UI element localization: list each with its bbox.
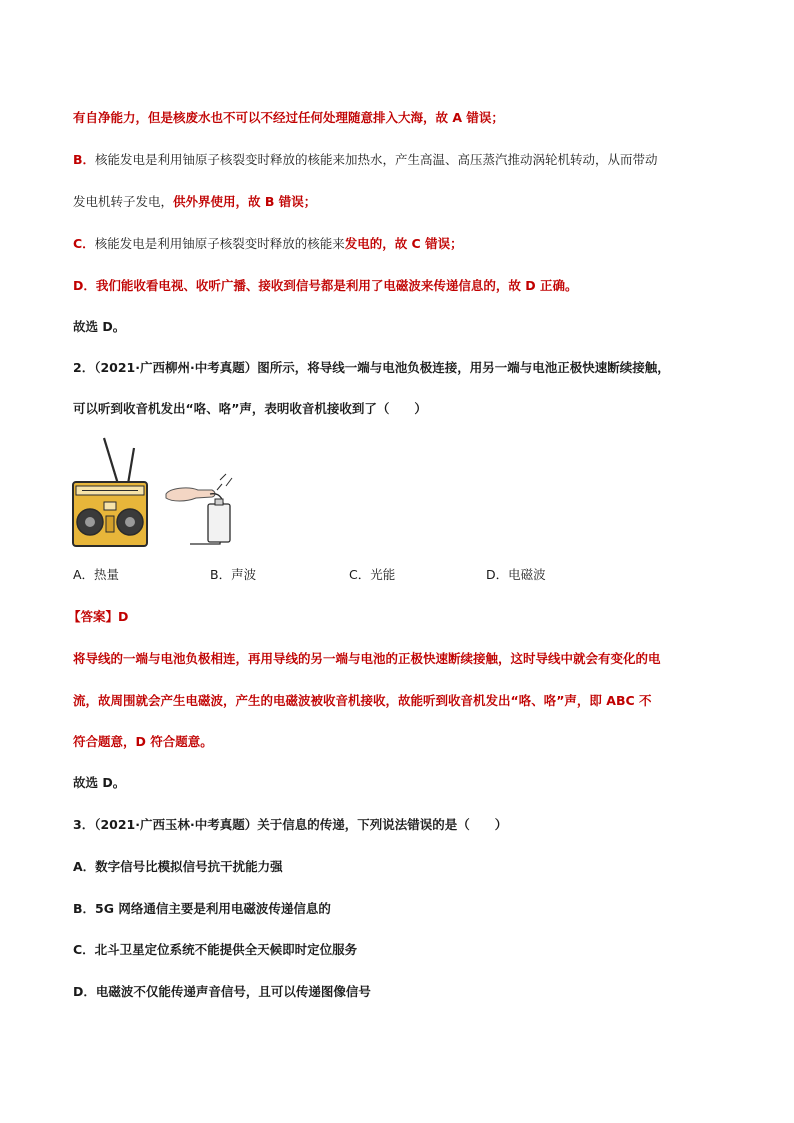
antenna-right xyxy=(128,448,134,484)
hand-icon xyxy=(166,488,215,501)
q2-option-b: B．声波 xyxy=(210,567,257,582)
prev-option-c xyxy=(73,235,734,253)
q2-explanation-line-3: 符合题意，D 符合题意。 xyxy=(73,734,213,749)
prev-option-b-line-2 xyxy=(73,193,734,211)
option-b-text-cont: 发电机转子发电， xyxy=(73,194,174,209)
radio-speaker-right-cone xyxy=(125,517,135,527)
radio-control xyxy=(106,516,114,532)
prev-option-d: D．我们能收看电视、收听广播、接收到信号都是利用了电磁波来传递信息的，故 D 正确。 xyxy=(73,278,578,293)
q3-option-a: A．数字信号比模拟信号抗干扰能力强 xyxy=(73,859,283,874)
radio-cassette xyxy=(104,502,116,510)
battery-icon xyxy=(208,504,230,542)
q2-explanation-line-1: 将导线的一端与电池负极相连，再用导线的另一端与电池的正极快速断续接触，这时导线中就会有变化的电 xyxy=(73,651,661,666)
radio-battery-illustration xyxy=(70,434,250,550)
battery-terminal xyxy=(215,499,223,505)
prev-conclusion: 故选 D。 xyxy=(73,319,126,334)
q3-stem: 3．（2021·广西玉林·中考真题）关于信息的传递，下列说法错误的是（ ） xyxy=(73,817,508,832)
option-b-text: 核能发电是利用铀原子核裂变时释放的核能来加热水，产生高温、高压蒸汽推动涡轮机转动，从而带动 xyxy=(95,152,658,167)
q3-option-c: C．北斗卫星定位系统不能提供全天候即时定位服务 xyxy=(73,942,358,957)
q3-option-b: B．5G 网络通信主要是利用电磁波传递信息的 xyxy=(73,901,331,916)
option-c-label: C． xyxy=(73,236,95,251)
prev-option-b-line-1 xyxy=(73,151,734,169)
q2-answer: 【答案】D xyxy=(68,609,129,624)
q2-explanation-line-2: 流，故周围就会产生电磁波，产生的电磁波被收音机接收，故能听到收音机发出“咯、咯”声，即 ABC 不 xyxy=(73,693,652,708)
option-c-text: 核能发电是利用铀原子核裂变时释放的核能来 xyxy=(94,236,345,251)
q2-option-c: C．光能 xyxy=(349,567,396,582)
q2-option-a: A．热量 xyxy=(73,567,120,582)
q2-conclusion: 故选 D。 xyxy=(73,775,126,790)
q3-option-d: D．电磁波不仅能传递声音信号，且可以传递图像信号 xyxy=(73,984,371,999)
radio-speaker-left-cone xyxy=(85,517,95,527)
antenna-left xyxy=(104,438,118,484)
prev-line-1: 有自净能力，但是核废水也不可以不经过任何处理随意排入大海，故 A 错误； xyxy=(73,110,504,125)
q2-stem-line-2: 可以听到收音机发出“咯、咯”声，表明收音机接收到了（ ） xyxy=(73,401,427,416)
q2-stem-line-1: 2．（2021·广西柳州·中考真题）图所示，将导线一端与电池负极连接，用另一端与电池正极快速断续接触， xyxy=(73,360,670,375)
option-c-verdict: 发电的，故 C 错误； xyxy=(344,236,463,251)
q2-option-d: D．电磁波 xyxy=(486,567,546,582)
contact-spark-icon xyxy=(217,484,222,490)
option-b-verdict: 供外界使用，故 B 错误； xyxy=(173,194,317,209)
option-b-label: B． xyxy=(73,152,96,167)
